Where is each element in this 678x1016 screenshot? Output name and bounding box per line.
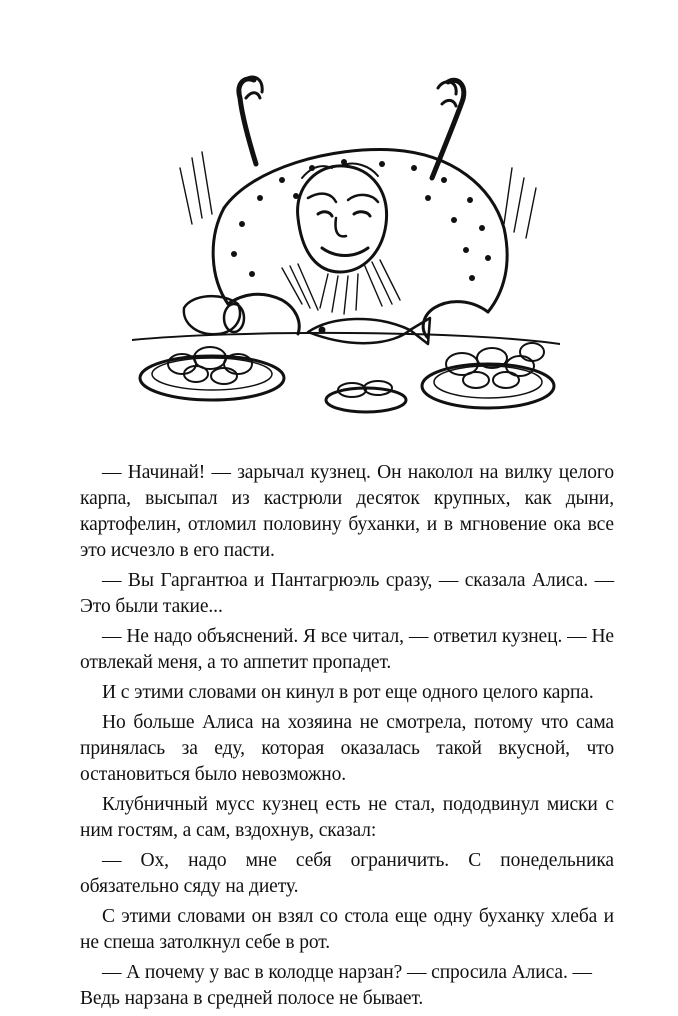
paragraph-8: С этими словами он взял со стола еще одну буханку хлеба и не спеша затолкнул себе в рот. xyxy=(80,906,614,953)
paragraph-6: Клубничный мусс кузнец есть не стал, пододвинул миски с ним гостям, а сам, вздохнув, сказал: xyxy=(80,794,614,841)
paragraph-4: И с этими словами он кинул в рот еще одного целого карпа. xyxy=(102,682,594,703)
paragraph-1: — Начинай! — зарычал кузнец. Он наколол на вилку целого карпа, высыпал из кастрюли десяток крупных, как дыни, картофелин, отломил половину буханки, и в мгновение ока все это исчезло в его пасти. xyxy=(80,462,614,561)
paragraph-5: Но больше Алиса на хозяина не смотрела, потому что сама принялась за еду, которая оказалась такой вкусной, что остановиться было невозможно. xyxy=(80,712,614,785)
blacksmith-feast-illustration xyxy=(132,68,560,420)
story-text xyxy=(80,460,614,1016)
paragraph-3: — Не надо объяснений. Я все читал, — ответил кузнец. — Не отвлекай меня, а то аппетит пропадет. xyxy=(80,626,614,673)
paragraph-2: — Вы Гаргантюа и Пантагрюэль сразу, — сказала Алиса. — Это были такие... xyxy=(80,570,614,617)
paragraph-7: — Ох, надо мне себя ограничить. С понедельника обязательно сяду на диету. xyxy=(80,850,614,897)
paragraph-9: — А почему у вас в колодце нарзан? — спросила Алиса. — Ведь нарзана в средней полосе не бывает. xyxy=(80,962,592,1009)
illustration-drawing xyxy=(132,68,560,420)
